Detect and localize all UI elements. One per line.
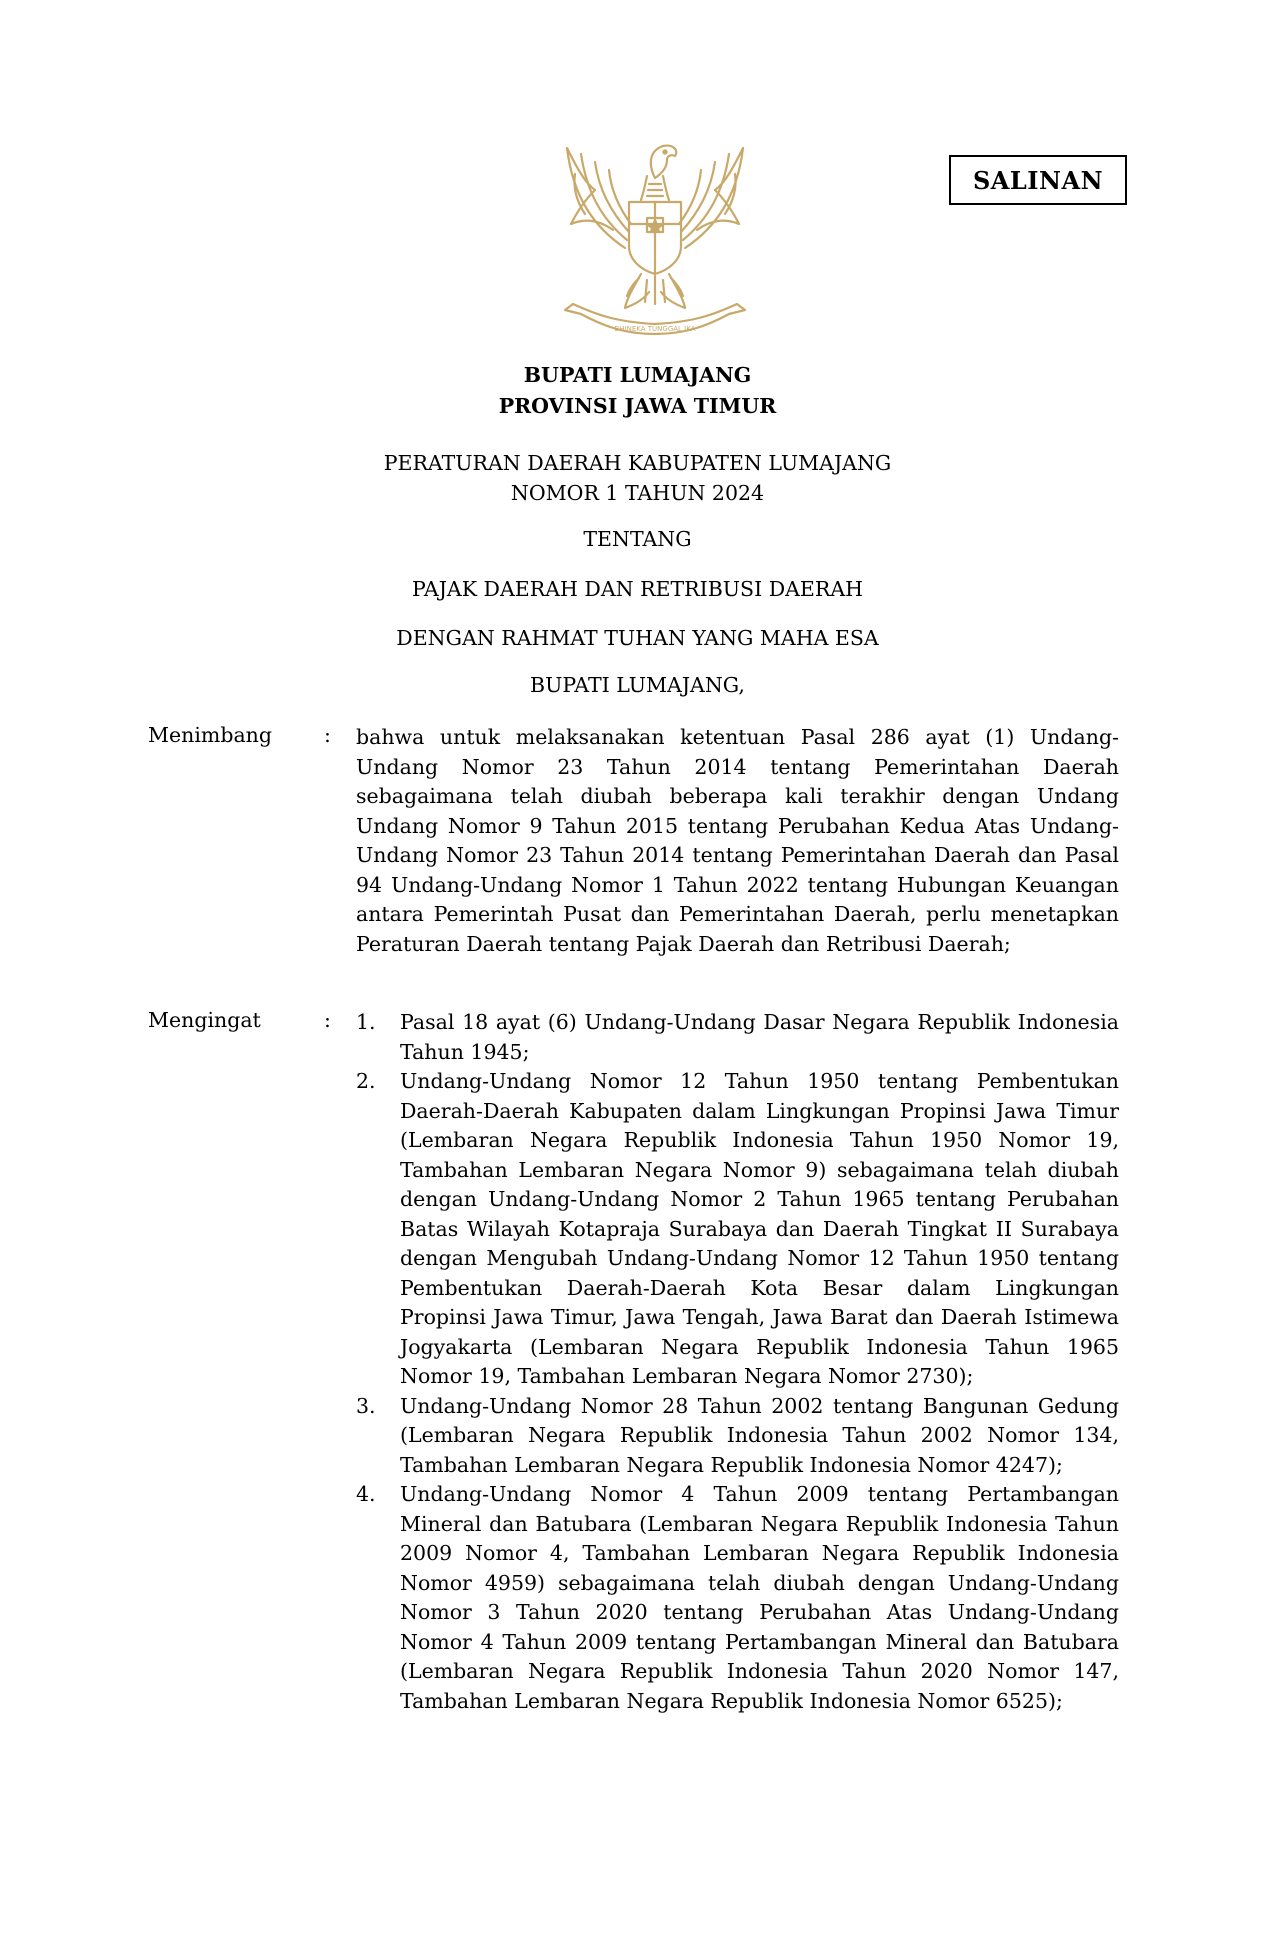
regulation-subject [200, 577, 1075, 601]
authority-text: BUPATI LUMAJANG, [530, 673, 745, 697]
garuda-pancasila-emblem [555, 128, 755, 343]
item-number: 2. [356, 1069, 376, 1093]
invocation-text: DENGAN RAHMAT TUHAN YANG MAHA ESA [396, 626, 879, 650]
subject-text: PAJAK DAERAH DAN RETRIBUSI DAERAH [411, 577, 864, 601]
item-text: Undang-Undang Nomor 28 Tahun 2002 tentang Bangunan Gedung (Lembaran Negara Republik Indonesia Tahun 2002 Nomor 134, Tambahan Lembaran Negara Republik Indonesia Nomor 4247); [400, 1393, 1119, 1477]
invocation [200, 626, 1075, 650]
list-item [356, 1480, 1119, 1716]
item-number: 3. [356, 1393, 376, 1418]
mengingat-list [356, 1008, 1119, 1716]
stamp-text: SALINAN [972, 165, 1104, 195]
tentang-text: TENTANG [583, 527, 692, 551]
menimbang-colon: : [324, 723, 331, 747]
item-text: Undang-Undang Nomor 4 Tahun 2009 tentang Pertambangan Mineral dan Batubara (Lembaran Negara Republik Indonesia Tahun 2009 Nomor 4, Tambahan Lembaran Negara Republik Indonesia Nomor 4959) sebagaimana telah diubah dengan Undang-Undang Nomor 3 Tahun 2020 tentang Perubahan Atas Undang-Undang Nomor 4 Tahun 2009 tentang Pertambangan Mineral dan Batubara (Lembaran Negara Republik Indonesia Tahun 2020 Nomor 147, Tambahan Lembaran Negara Republik Indonesia Nomor 6525); [400, 1482, 1119, 1713]
mengingat-label: Mengingat [148, 1008, 261, 1032]
regulation-name: PERATURAN DAERAH KABUPATEN LUMAJANG [383, 451, 892, 475]
item-text: Pasal 18 ayat (6) Undang-Undang Dasar Negara Republik Indonesia Tahun 1945; [400, 1010, 1119, 1064]
regulation-number: NOMOR 1 TAHUN 2024 [510, 481, 765, 505]
item-number: 1. [356, 1010, 376, 1034]
list-item [356, 1392, 1119, 1481]
list-item [356, 1008, 1119, 1067]
salinan-stamp [949, 155, 1127, 205]
enacting-authority [200, 673, 1075, 697]
mengingat-colon: : [324, 1008, 331, 1032]
item-number: 4. [356, 1482, 376, 1506]
emblem-motto: BHINEKA TUNGGAL IKA [614, 325, 696, 333]
item-text: Undang-Undang Nomor 12 Tahun 1950 tentang Pembentukan Daerah-Daerah Kabupaten dalam Lingkungan Propinsi Jawa Timur (Lembaran Negara Republik Indonesia Tahun 1950 Nomor 19, Tambahan Lembaran Negara Nomor 9) sebagaimana telah diubah dengan Undang-Undang Nomor 2 Tahun 1965 tentang Perubahan Batas Wilayah Kotapraja Surabaya dan Daerah Tingkat II Surabaya dengan Mengubah Undang-Undang Nomor 12 Tahun 1950 tentang Pembentukan Daerah-Daerah Kota Besar dalam Lingkungan Propinsi Jawa Timur, Jawa Tengah, Jawa Barat dan Daerah Istimewa Jogyakarta (Lembaran Negara Republik Indonesia Tahun 1965 Nomor 19, Tambahan Lembaran Negara Nomor 2730); [400, 1069, 1119, 1388]
issuer-province: PROVINSI JAWA TIMUR [498, 394, 777, 418]
regulation-title [200, 448, 1075, 508]
issuer-header [200, 360, 1075, 422]
menimbang-text: bahwa untuk melaksanakan ketentuan Pasal 286 ayat (1) Undang-Undang Nomor 23 Tahun 2014 tentang Pemerintahan Daerah sebagaimana telah diubah beberapa kali terakhir dengan Undang Undang Nomor 9 Tahun 2015 tentang Perubahan Kedua Atas Undang-Undang Nomor 23 Tahun 2014 tentang Pemerintahan Daerah dan Pasal 94 Undang-Undang Nomor 1 Tahun 2022 tentang Hubungan Keuangan antara Pemerintah Pusat dan Pemerintahan Daerah, perlu menetapkan Peraturan Daerah tentang Pajak Daerah dan Retribusi Daerah; [356, 725, 1119, 956]
issuer-title: BUPATI LUMAJANG [523, 363, 752, 387]
list-item [356, 1067, 1119, 1392]
menimbang-label: Menimbang [148, 723, 272, 747]
tentang-heading [200, 527, 1075, 551]
